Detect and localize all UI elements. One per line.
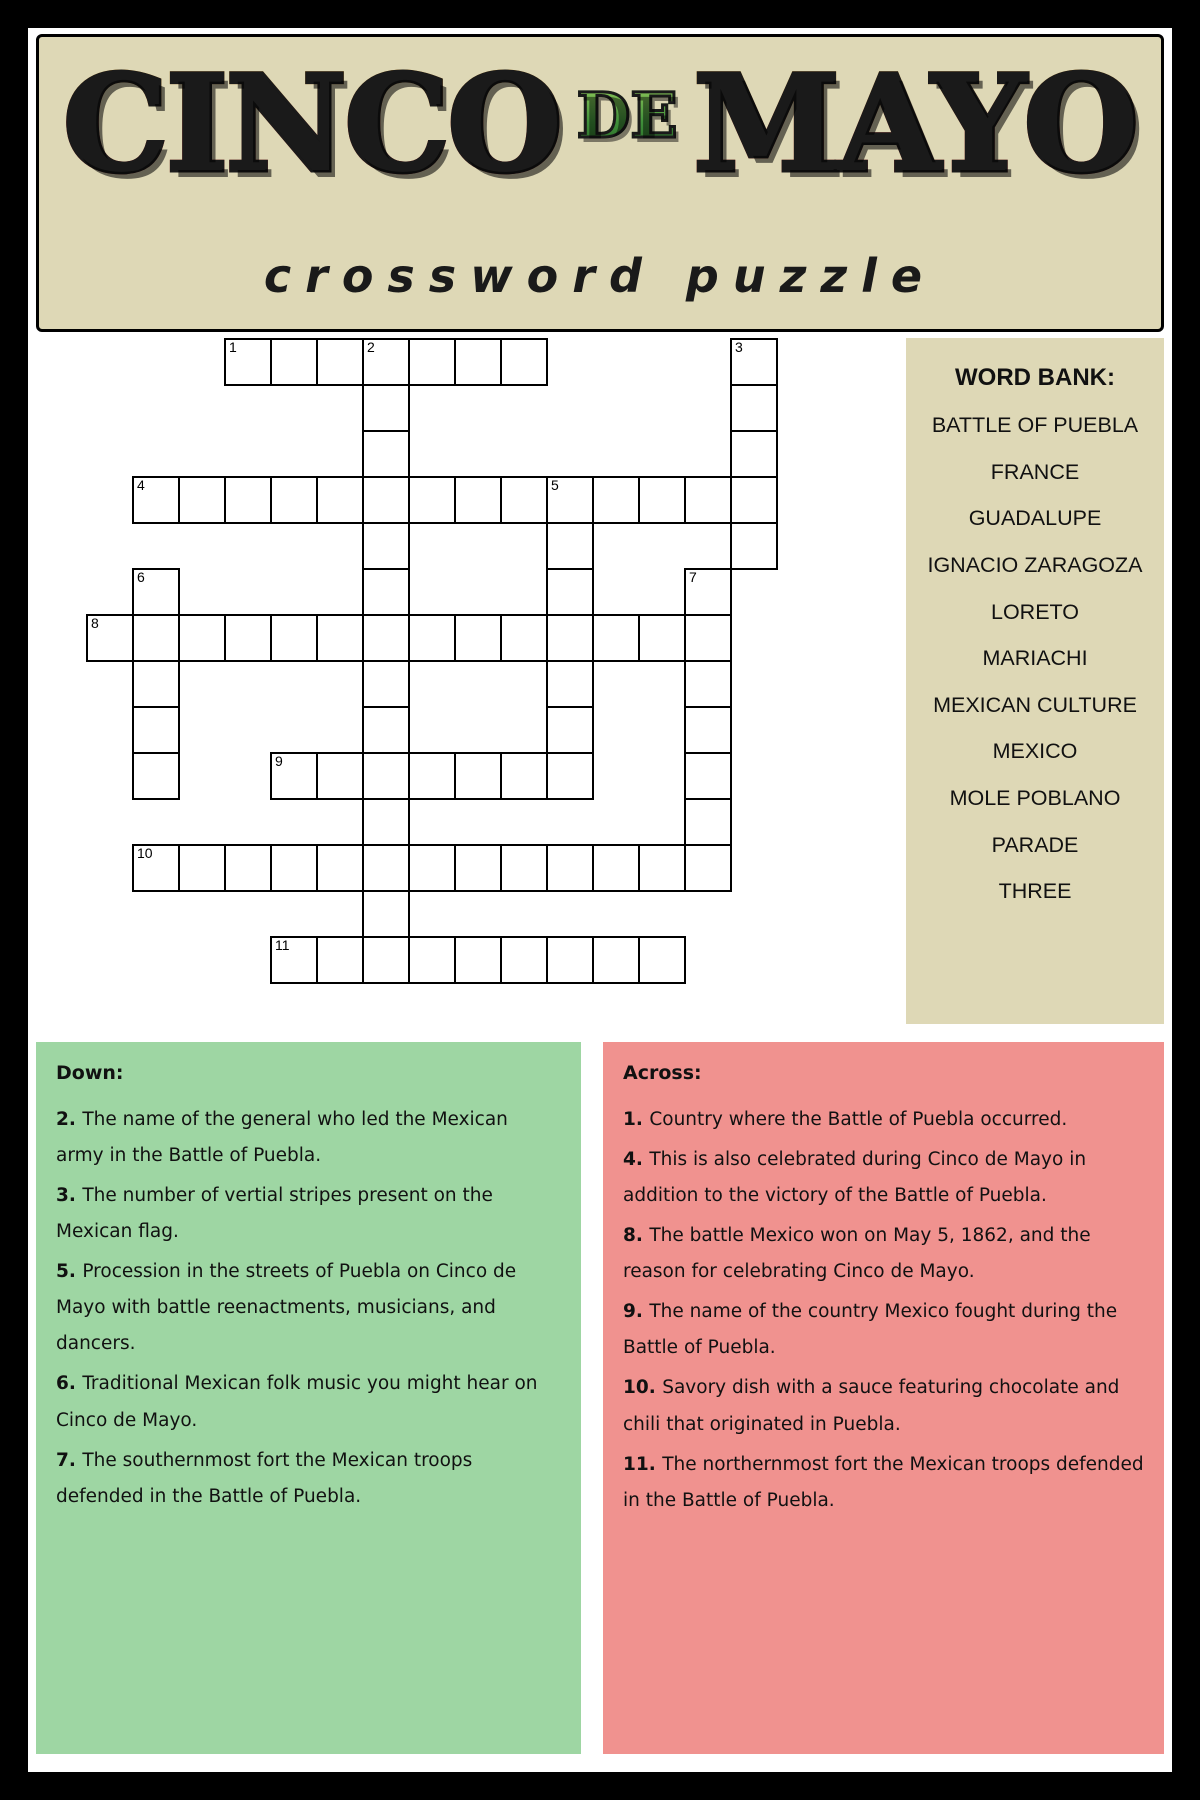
clue-item-across: 9. The name of the country Mexico fought during the Battle of Puebla. [623, 1301, 1118, 1359]
title-word-mayo: MAYO [693, 47, 1137, 202]
grid-cell[interactable] [638, 844, 686, 892]
grid-cell[interactable] [546, 660, 594, 708]
grid-cell[interactable] [132, 752, 180, 800]
grid-cell[interactable] [362, 338, 410, 386]
grid-cell[interactable] [270, 844, 318, 892]
grid-cell[interactable] [408, 936, 456, 984]
grid-cell[interactable] [224, 614, 272, 662]
grid-cell[interactable] [316, 844, 364, 892]
grid-cell[interactable] [316, 614, 364, 662]
grid-cell[interactable] [362, 936, 410, 984]
title-banner [36, 34, 1164, 332]
clues-across-list [623, 1102, 1144, 1519]
grid-cell[interactable] [500, 752, 548, 800]
grid-cell[interactable] [408, 476, 456, 524]
grid-cell[interactable] [546, 706, 594, 754]
grid-cell[interactable] [730, 338, 778, 386]
grid-cell[interactable] [592, 936, 640, 984]
clue-item-across: 1. Country where the Battle of Puebla occurred. [623, 1109, 1068, 1130]
grid-cell[interactable] [132, 660, 180, 708]
grid-cell[interactable] [546, 752, 594, 800]
grid-cell[interactable] [86, 614, 134, 662]
grid-cell[interactable] [730, 430, 778, 478]
grid-cell[interactable] [730, 384, 778, 432]
grid-cell[interactable] [408, 844, 456, 892]
title-row [39, 47, 1161, 202]
word-bank-item: MARIACHI [982, 646, 1088, 671]
grid-cell[interactable] [684, 614, 732, 662]
word-bank-item: MEXICO [992, 739, 1078, 764]
clue-item-down: 2. The name of the general who led the Mexican army in the Battle of Puebla. [56, 1109, 508, 1167]
grid-cell[interactable] [178, 614, 226, 662]
grid-cell[interactable] [638, 476, 686, 524]
word-bank-item: GUADALUPE [968, 506, 1102, 531]
clue-item-across: 10. Savory dish with a sauce featuring chocolate and chili that originated in Puebla. [623, 1377, 1120, 1435]
grid-cell[interactable] [454, 844, 502, 892]
grid-cell[interactable] [408, 614, 456, 662]
grid-cell[interactable] [408, 338, 456, 386]
grid-cell[interactable] [270, 338, 318, 386]
grid-cell[interactable] [454, 476, 502, 524]
grid-cell[interactable] [730, 476, 778, 524]
grid-cell[interactable] [316, 476, 364, 524]
grid-cell[interactable] [546, 568, 594, 616]
word-bank-item: THREE [998, 879, 1072, 904]
grid-cell-number: 2 [367, 339, 375, 355]
grid-cell[interactable] [592, 614, 640, 662]
title-word-cinco: CINCO [63, 47, 561, 202]
clue-item-down: 3. The number of vertial stripes present on the Mexican flag. [56, 1185, 493, 1243]
clues-down-heading: Down: [56, 1062, 124, 1084]
word-bank-item: IGNACIO ZARAGOZA [927, 552, 1143, 577]
grid-cell[interactable] [224, 338, 272, 386]
clues-down-list [56, 1102, 561, 1515]
grid-cell-number: 4 [137, 477, 145, 493]
grid-cell[interactable] [500, 614, 548, 662]
grid-cell[interactable] [546, 936, 594, 984]
grid-cell[interactable] [316, 752, 364, 800]
grid-cell[interactable] [684, 844, 732, 892]
word-bank-item: MOLE POBLANO [949, 786, 1121, 811]
grid-cell[interactable] [362, 890, 410, 938]
grid-cell[interactable] [454, 752, 502, 800]
grid-cell[interactable] [270, 614, 318, 662]
grid-cell[interactable] [362, 614, 410, 662]
word-bank-item: FRANCE [990, 459, 1080, 484]
grid-cell[interactable] [408, 752, 456, 800]
grid-cell-number: 6 [137, 569, 145, 585]
grid-cell-number: 10 [137, 845, 153, 861]
grid-cell[interactable] [270, 752, 318, 800]
crossword-grid[interactable] [36, 338, 896, 1138]
grid-cell-number: 11 [275, 937, 290, 953]
grid-cell[interactable] [362, 430, 410, 478]
grid-cell-number: 8 [91, 615, 99, 631]
grid-cell[interactable] [500, 338, 548, 386]
grid-cell[interactable] [546, 522, 594, 570]
clues-across-heading: Across: [623, 1062, 702, 1084]
grid-cell-number: 1 [229, 339, 237, 355]
grid-cell[interactable] [500, 936, 548, 984]
word-bank-title: WORD BANK: [955, 364, 1115, 391]
grid-cell[interactable] [224, 476, 272, 524]
clue-item-across: 11. The northernmost fort the Mexican troops defended in the Battle of Puebla. [623, 1453, 1144, 1511]
grid-cell[interactable] [362, 384, 410, 432]
grid-cell[interactable] [684, 476, 732, 524]
grid-cell[interactable] [362, 568, 410, 616]
grid-cell[interactable] [178, 844, 226, 892]
clue-item-across: 4. This is also celebrated during Cinco de Mayo in addition to the victory of the Battle of Puebla. [623, 1149, 1087, 1207]
grid-cell[interactable] [454, 338, 502, 386]
grid-cell[interactable] [362, 476, 410, 524]
grid-cell[interactable] [546, 476, 594, 524]
grid-cell[interactable] [684, 706, 732, 754]
grid-cell[interactable] [132, 706, 180, 754]
grid-cell[interactable] [592, 476, 640, 524]
grid-cell[interactable] [684, 568, 732, 616]
grid-cell-number: 3 [735, 339, 743, 355]
grid-cell[interactable] [316, 338, 364, 386]
grid-cell[interactable] [454, 614, 502, 662]
title-subtitle: crossword puzzle [263, 249, 937, 303]
grid-cell[interactable] [362, 844, 410, 892]
grid-cell[interactable] [500, 476, 548, 524]
grid-cell[interactable] [362, 660, 410, 708]
grid-cell[interactable] [132, 568, 180, 616]
word-bank-item: BATTLE OF PUEBLA [931, 413, 1139, 437]
grid-cell[interactable] [638, 614, 686, 662]
grid-cell-number: 7 [689, 569, 697, 585]
clue-item-down: 6. Traditional Mexican folk music you might hear on Cinco de Mayo. [56, 1373, 538, 1431]
grid-cell[interactable] [592, 844, 640, 892]
grid-cell-number: 5 [551, 477, 559, 493]
grid-cell[interactable] [270, 936, 318, 984]
grid-cell[interactable] [362, 798, 410, 846]
grid-cell[interactable] [454, 936, 502, 984]
grid-cell[interactable] [132, 844, 180, 892]
grid-cell[interactable] [132, 476, 180, 524]
title-word-de: DE [576, 79, 678, 152]
grid-cell[interactable] [132, 614, 180, 662]
grid-cell[interactable] [362, 522, 410, 570]
clue-item-down: 7. The southernmost fort the Mexican troops defended in the Battle of Puebla. [56, 1449, 473, 1507]
word-bank-item: LORETO [990, 599, 1079, 624]
word-bank-item: PARADE [991, 832, 1079, 857]
grid-cell[interactable] [638, 936, 686, 984]
grid-cell-number: 9 [275, 753, 283, 769]
grid-cell[interactable] [684, 798, 732, 846]
word-bank-list [914, 414, 1156, 904]
clues-across-panel [603, 1042, 1164, 1754]
word-bank-panel [906, 338, 1164, 1024]
clue-panels [36, 1042, 1164, 1754]
grid-cell[interactable] [546, 614, 594, 662]
worksheet-inner [28, 28, 1172, 1772]
clues-down-panel [36, 1042, 581, 1754]
grid-cell[interactable] [178, 476, 226, 524]
clue-item-down: 5. Procession in the streets of Puebla on Cinco de Mayo with battle reenactments, musicians, and dancers. [56, 1261, 517, 1355]
grid-cell[interactable] [362, 752, 410, 800]
grid-cell[interactable] [546, 844, 594, 892]
grid-cell[interactable] [730, 522, 778, 570]
grid-cell[interactable] [500, 844, 548, 892]
grid-cell[interactable] [316, 936, 364, 984]
grid-cell[interactable] [270, 476, 318, 524]
grid-cell[interactable] [224, 844, 272, 892]
grid-cell[interactable] [684, 752, 732, 800]
word-bank-item: MEXICAN CULTURE [933, 692, 1137, 717]
grid-cell[interactable] [684, 660, 732, 708]
grid-cell[interactable] [362, 706, 410, 754]
clue-item-across: 8. The battle Mexico won on May 5, 1862, and the reason for celebrating Cinco de Mayo. [623, 1225, 1091, 1283]
